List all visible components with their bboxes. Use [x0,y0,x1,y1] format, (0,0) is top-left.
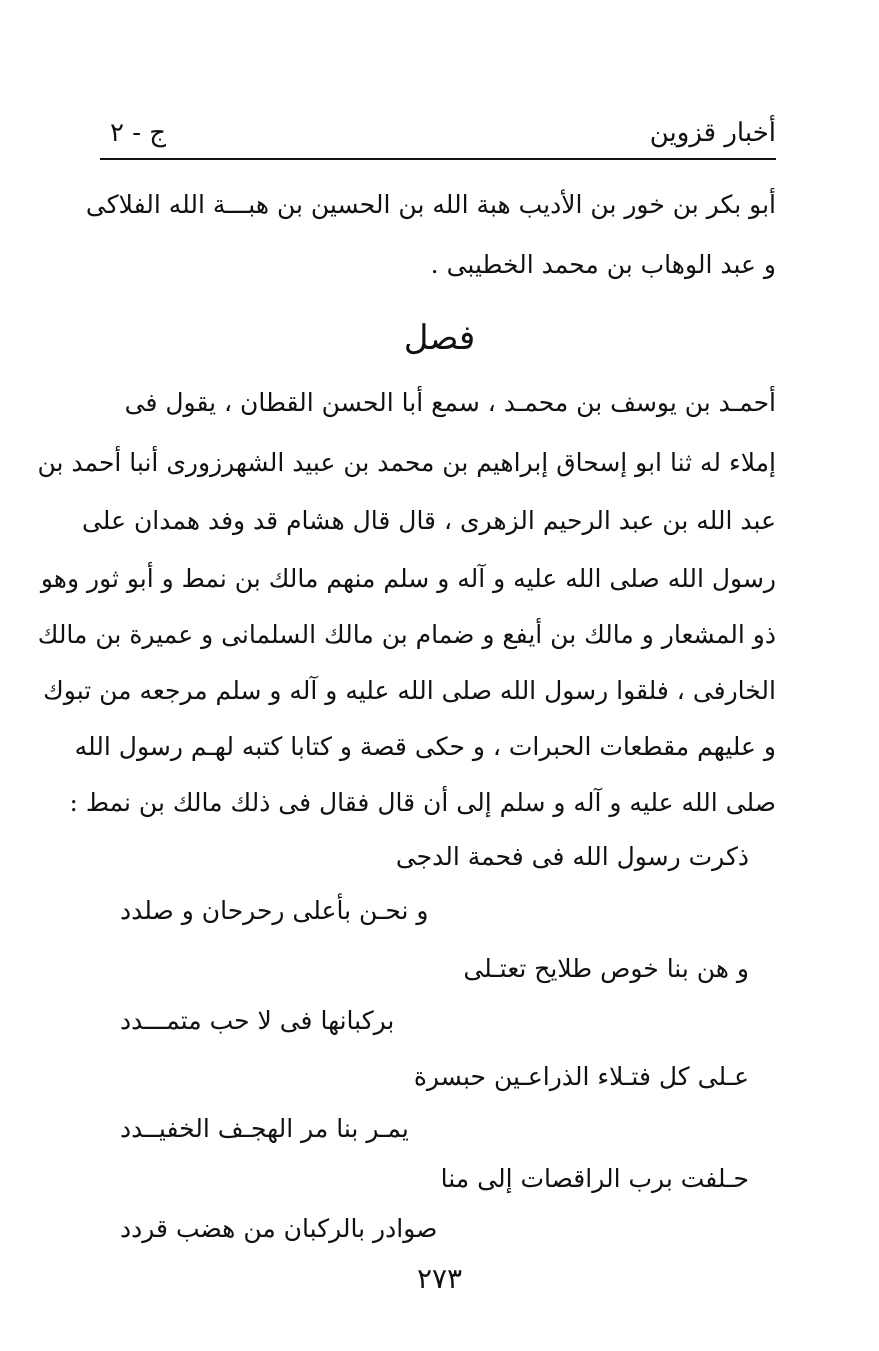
verse-line-1: ذكرت رسول الله فى فحمة الدجى [395,842,749,871]
verse-line-5: عـلى كل فتـلاء الذراعـين حبسرة [413,1062,749,1091]
paragraph-line-6: الخارفى ، فلقوا رسول الله صلى الله عليه و آله و سلم مرجعه من تبوك [43,676,776,705]
section-heading: فصل [403,318,476,358]
paragraph-line-8: صلى الله عليه و آله و سلم إلى أن قال فقال فى ذلك مالك بن نمط : [69,788,776,817]
intro-line-2: و عبد الوهاب بن محمد الخطيبى . [430,250,776,279]
paragraph-line-4: رسول الله صلى الله عليه و آله و سلم منهم مالك بن نمط و أبو ثور وهو [40,564,776,593]
intro-line-1: أبو بكر بن خور بن الأديب هبة الله بن الحسين بن هبـــة الله الفلاكى [85,190,776,219]
verse-line-3: و هن بنا خوص طلايح تعتـلى [463,954,749,983]
paragraph-line-7: و عليهم مقطعات الحبرات ، و حكى قصة و كتابا كتبه لهـم رسول الله [74,732,776,761]
header-divider [100,158,776,160]
running-header [100,118,776,162]
paragraph-line-5: ذو المشعار و مالك بن أيفع و ضمام بن مالك السلمانى و عميرة بن مالك [37,620,776,649]
paragraph-line-3: عبد الله بن عبد الرحيم الزهرى ، قال قال هشام قد وفد همدان على [81,506,776,535]
header-volume: ج - ٢ [110,118,167,148]
page-number: ٢٧٣ [416,1262,463,1295]
paragraph-line-1: أحمـد بن يوسف بن محمـد ، سمع أبا الحسن القطان ، يقول فى [124,388,776,417]
verse-line-4: بركبانها فى لا حب متمـــدد [120,1006,395,1035]
verse-line-8: صوادر بالركبان من هضب قردد [120,1214,438,1243]
verse-line-7: حـلفت برب الراقصات إلى منا [440,1164,749,1193]
verse-line-2: و نحـن بأعلى رحرحان و صلدد [120,896,429,925]
paragraph-line-2: إملاء له ثنا ابو إسحاق إبراهيم بن محمد بن عبيد الشهرزورى أنبا أحمد بن [37,448,776,477]
verse-line-6: يمـر بنا مر الهجـف الخفيــدد [120,1114,409,1143]
header-title: أخبار قزوين [649,118,776,148]
